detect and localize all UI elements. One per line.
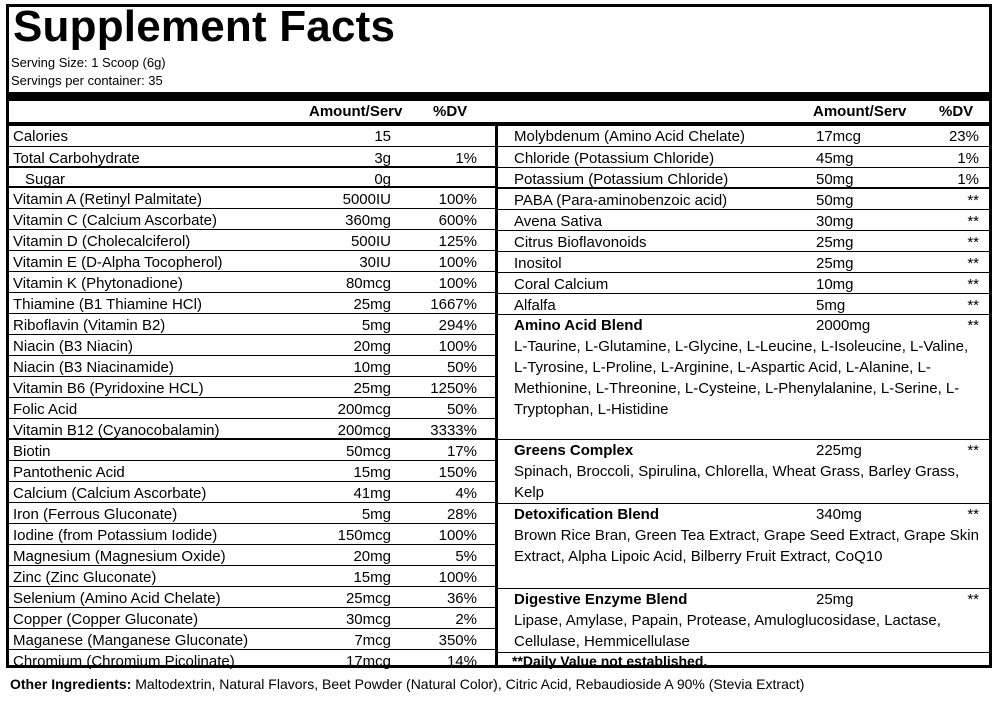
nutrient-name: Sugar — [25, 171, 66, 188]
nutrient-amount: 150mcg — [337, 527, 391, 544]
nutrient-row — [9, 482, 495, 503]
servings-per-container: Servings per container: 35 — [11, 73, 163, 88]
blend-name: Greens Complex — [514, 442, 634, 459]
nutrient-row — [498, 231, 989, 252]
footnote-text: **Daily Value not established. — [512, 653, 708, 669]
nutrient-name: Vitamin B12 (Cyanocobalamin) — [13, 422, 220, 439]
nutrient-dv: 36% — [446, 590, 477, 607]
blend-name: Amino Acid Blend — [514, 317, 643, 334]
nutrient-name: Citrus Bioflavonoids — [514, 234, 647, 251]
nutrient-dv: 100% — [438, 569, 477, 586]
nutrient-dv: 4% — [455, 485, 477, 502]
nutrient-row — [9, 524, 495, 545]
right-header-amount: Amount/Serv — [813, 103, 907, 120]
blend-block — [498, 440, 989, 504]
nutrient-dv: 50% — [446, 359, 477, 376]
blend-dv: ** — [967, 317, 979, 334]
blend-amount: 25mg — [816, 591, 854, 608]
nutrient-dv: 1667% — [430, 296, 477, 313]
nutrient-dv: 14% — [446, 653, 477, 670]
nutrient-name: Biotin — [13, 443, 51, 460]
nutrient-row — [9, 461, 495, 482]
thick-divider — [9, 92, 989, 101]
nutrient-amount: 30mcg — [345, 611, 391, 628]
blend-amount: 2000mg — [816, 317, 871, 334]
nutrient-name: Alfalfa — [514, 297, 556, 314]
nutrient-amount: 25mg — [353, 296, 391, 313]
nutrient-dv: 294% — [438, 317, 477, 334]
nutrient-name: Vitamin B6 (Pyridoxine HCL) — [13, 380, 204, 397]
nutrient-row — [9, 356, 495, 377]
nutrient-dv: ** — [967, 255, 979, 272]
nutrient-row — [9, 272, 495, 293]
nutrient-row — [9, 545, 495, 566]
nutrient-name: Total Carbohydrate — [13, 150, 140, 167]
nutrient-dv: ** — [967, 213, 979, 230]
blend-dv: ** — [967, 442, 979, 459]
nutrient-dv: 1250% — [430, 380, 477, 397]
nutrient-name: Molybdenum (Amino Acid Chelate) — [514, 128, 745, 145]
nutrient-row — [498, 210, 989, 231]
nutrient-amount: 25mg — [353, 380, 391, 397]
nutrient-row — [9, 293, 495, 314]
nutrient-dv: 600% — [438, 212, 477, 229]
nutrient-dv: 100% — [438, 191, 477, 208]
other-ingredients — [10, 675, 804, 693]
nutrient-dv: 100% — [438, 338, 477, 355]
nutrient-name: Chromium (Chromium Picolinate) — [13, 653, 235, 670]
nutrient-row — [9, 168, 495, 188]
nutrient-amount: 41mg — [353, 485, 391, 502]
left-header-dv: %DV — [433, 103, 468, 120]
blend-block — [498, 315, 989, 440]
nutrient-row — [9, 314, 495, 335]
blend-name: Digestive Enzyme Blend — [514, 591, 688, 608]
nutrient-dv: 28% — [446, 506, 477, 523]
nutrient-amount: 7mcg — [354, 632, 391, 649]
nutrient-row — [498, 189, 989, 210]
nutrient-dv: 1% — [455, 150, 477, 167]
nutrient-amount: 50mg — [816, 171, 854, 188]
nutrient-row — [9, 377, 495, 398]
nutrient-name: Maganese (Manganese Gluconate) — [13, 632, 249, 649]
nutrient-dv: 100% — [438, 527, 477, 544]
nutrient-amount: 20mg — [353, 548, 391, 565]
blend-dv: ** — [967, 506, 979, 523]
nutrient-name: Calcium (Calcium Ascorbate) — [13, 485, 207, 502]
nutrient-name: Riboflavin (Vitamin B2) — [13, 317, 166, 334]
nutrient-amount: 30mg — [816, 213, 854, 230]
other-ingredients-text: Maltodextrin, Natural Flavors, Beet Powder (Natural Color), Citric Acid, Rebaudioside A 90% (Stevia Extract) — [135, 676, 805, 692]
supplement-facts-panel — [6, 4, 992, 668]
blend-ingredients: Lipase, Amylase, Papain, Protease, Amuloglucosidase, Lactase, Cellulase, Hemmicellulase — [514, 612, 941, 650]
nutrient-amount: 200mcg — [337, 401, 391, 418]
other-ingredients-label: Other Ingredients: — [10, 676, 132, 692]
nutrient-amount: 25mg — [816, 255, 854, 272]
nutrient-name: Vitamin E (D-Alpha Tocopherol) — [13, 254, 223, 271]
nutrient-amount: 5mg — [361, 506, 391, 523]
nutrient-amount: 3g — [374, 150, 391, 167]
nutrient-name: Folic Acid — [13, 401, 78, 418]
nutrient-row — [9, 251, 495, 272]
nutrient-dv: 2% — [455, 611, 477, 628]
nutrient-name: Thiamine (B1 Thiamine HCl) — [13, 296, 202, 313]
nutrient-amount: 200mcg — [337, 422, 391, 439]
nutrient-amount: 25mcg — [345, 590, 391, 607]
nutrient-name: Iodine (from Potassium Iodide) — [13, 527, 218, 544]
nutrient-amount: 20mg — [353, 338, 391, 355]
nutrient-amount: 15mg — [353, 569, 391, 586]
blend-block — [498, 589, 989, 653]
nutrient-row — [9, 566, 495, 587]
nutrient-row — [498, 168, 989, 189]
panel-title: Supplement Facts — [13, 2, 396, 51]
nutrient-name: Iron (Ferrous Gluconate) — [13, 506, 178, 523]
nutrient-name: Potassium (Potassium Chloride) — [514, 171, 729, 188]
nutrient-row — [9, 188, 495, 209]
nutrient-row — [9, 125, 495, 147]
nutrient-row — [498, 273, 989, 294]
nutrient-amount: 5mg — [361, 317, 391, 334]
nutrient-dv: 5% — [455, 548, 477, 565]
nutrient-name: Copper (Copper Gluconate) — [13, 611, 199, 628]
nutrient-name: Pantothenic Acid — [13, 464, 125, 481]
nutrient-row — [9, 503, 495, 524]
nutrient-dv: 100% — [438, 275, 477, 292]
nutrient-amount: 80mcg — [345, 275, 391, 292]
nutrient-dv: 150% — [438, 464, 477, 481]
nutrient-dv: ** — [967, 297, 979, 314]
nutrient-dv: 50% — [446, 401, 477, 418]
blend-amount: 340mg — [816, 506, 862, 523]
nutrient-dv: 125% — [438, 233, 477, 250]
nutrient-amount: 30IU — [359, 254, 391, 271]
blend-amount: 225mg — [816, 442, 862, 459]
nutrient-amount: 5000IU — [342, 191, 391, 208]
nutrient-amount: 50mcg — [345, 443, 391, 460]
nutrient-name: Vitamin D (Cholecalciferol) — [13, 233, 191, 250]
nutrient-name: Vitamin C (Calcium Ascorbate) — [13, 212, 217, 229]
nutrient-row — [498, 294, 989, 315]
blend-name: Detoxification Blend — [514, 506, 660, 523]
nutrient-row — [9, 440, 495, 461]
nutrient-amount: 10mg — [353, 359, 391, 376]
nutrient-amount: 17mcg — [345, 653, 391, 670]
right-header-dv: %DV — [939, 103, 974, 120]
nutrient-name: Inositol — [514, 255, 562, 272]
nutrient-amount: 15 — [374, 128, 391, 145]
nutrient-amount: 25mg — [816, 234, 854, 251]
left-header-amount: Amount/Serv — [309, 103, 403, 120]
nutrient-amount: 15mg — [353, 464, 391, 481]
nutrient-row — [498, 147, 989, 168]
nutrient-row — [498, 125, 989, 147]
nutrient-amount: 50mg — [816, 192, 854, 209]
nutrient-name: Niacin (B3 Niacin) — [13, 338, 134, 355]
nutrient-amount: 10mg — [816, 276, 854, 293]
nutrient-amount: 45mg — [816, 150, 854, 167]
nutrient-row — [9, 587, 495, 608]
nutrient-amount: 5mg — [816, 297, 846, 314]
nutrient-name: Niacin (B3 Niacinamide) — [13, 359, 174, 376]
nutrient-name: Magnesium (Magnesium Oxide) — [13, 548, 226, 565]
blend-ingredients: Brown Rice Bran, Green Tea Extract, Grape Seed Extract, Grape Skin Extract, Alpha Lipoic Acid, Bilberry Fruit Extract, CoQ10 — [514, 527, 979, 565]
blend-block — [498, 504, 989, 589]
blend-ingredients: L-Taurine, L-Glutamine, L-Glycine, L-Leucine, L-Isoleucine, L-Valine, L-Tyrosine, L-Proline, L-Arginine, L-Aspartic Acid, L-Alanine, L-Methionine, L-Threonine, L-Cysteine, L-Phenylalanine, L-Serine, L-Tryptophan, L-Histidine — [514, 338, 969, 418]
nutrient-row — [498, 252, 989, 273]
nutrient-name: Zinc (Zinc Gluconate) — [13, 569, 157, 586]
nutrient-dv: 1% — [957, 150, 979, 167]
nutrient-row — [9, 629, 495, 650]
nutrient-row — [9, 608, 495, 629]
nutrient-row — [9, 230, 495, 251]
blend-ingredients: Spinach, Broccoli, Spirulina, Chlorella, Wheat Grass, Barley Grass, Kelp — [514, 463, 960, 501]
nutrient-dv: 350% — [438, 632, 477, 649]
blend-dv: ** — [967, 591, 979, 608]
nutrient-name: Vitamin A (Retinyl Palmitate) — [13, 191, 202, 208]
nutrient-dv: 3333% — [430, 422, 477, 439]
nutrient-name: Chloride (Potassium Chloride) — [514, 150, 715, 167]
nutrient-name: PABA (Para-aminobenzoic acid) — [514, 192, 728, 209]
nutrient-dv: 100% — [438, 254, 477, 271]
nutrient-name: Avena Sativa — [514, 213, 603, 230]
nutrient-dv: ** — [967, 192, 979, 209]
nutrient-row — [9, 335, 495, 356]
nutrient-amount: 17mcg — [816, 128, 862, 145]
nutrient-row — [9, 419, 495, 440]
nutrient-dv: ** — [967, 234, 979, 251]
nutrient-name: Selenium (Amino Acid Chelate) — [13, 590, 221, 607]
nutrient-row — [9, 147, 495, 168]
nutrient-name: Vitamin K (Phytonadione) — [13, 275, 183, 292]
nutrient-dv: 17% — [446, 443, 477, 460]
nutrient-amount: 500IU — [350, 233, 391, 250]
nutrient-row — [9, 398, 495, 419]
nutrient-amount: 360mg — [345, 212, 391, 229]
nutrient-name: Coral Calcium — [514, 276, 609, 293]
nutrient-dv: 23% — [948, 128, 979, 145]
nutrient-dv: 1% — [957, 171, 979, 188]
nutrient-amount: 0g — [374, 171, 391, 188]
nutrient-row — [9, 209, 495, 230]
nutrient-row — [9, 650, 495, 671]
nutrient-dv: ** — [967, 276, 979, 293]
serving-size: Serving Size: 1 Scoop (6g) — [11, 55, 166, 70]
nutrient-name: Calories — [13, 128, 69, 145]
